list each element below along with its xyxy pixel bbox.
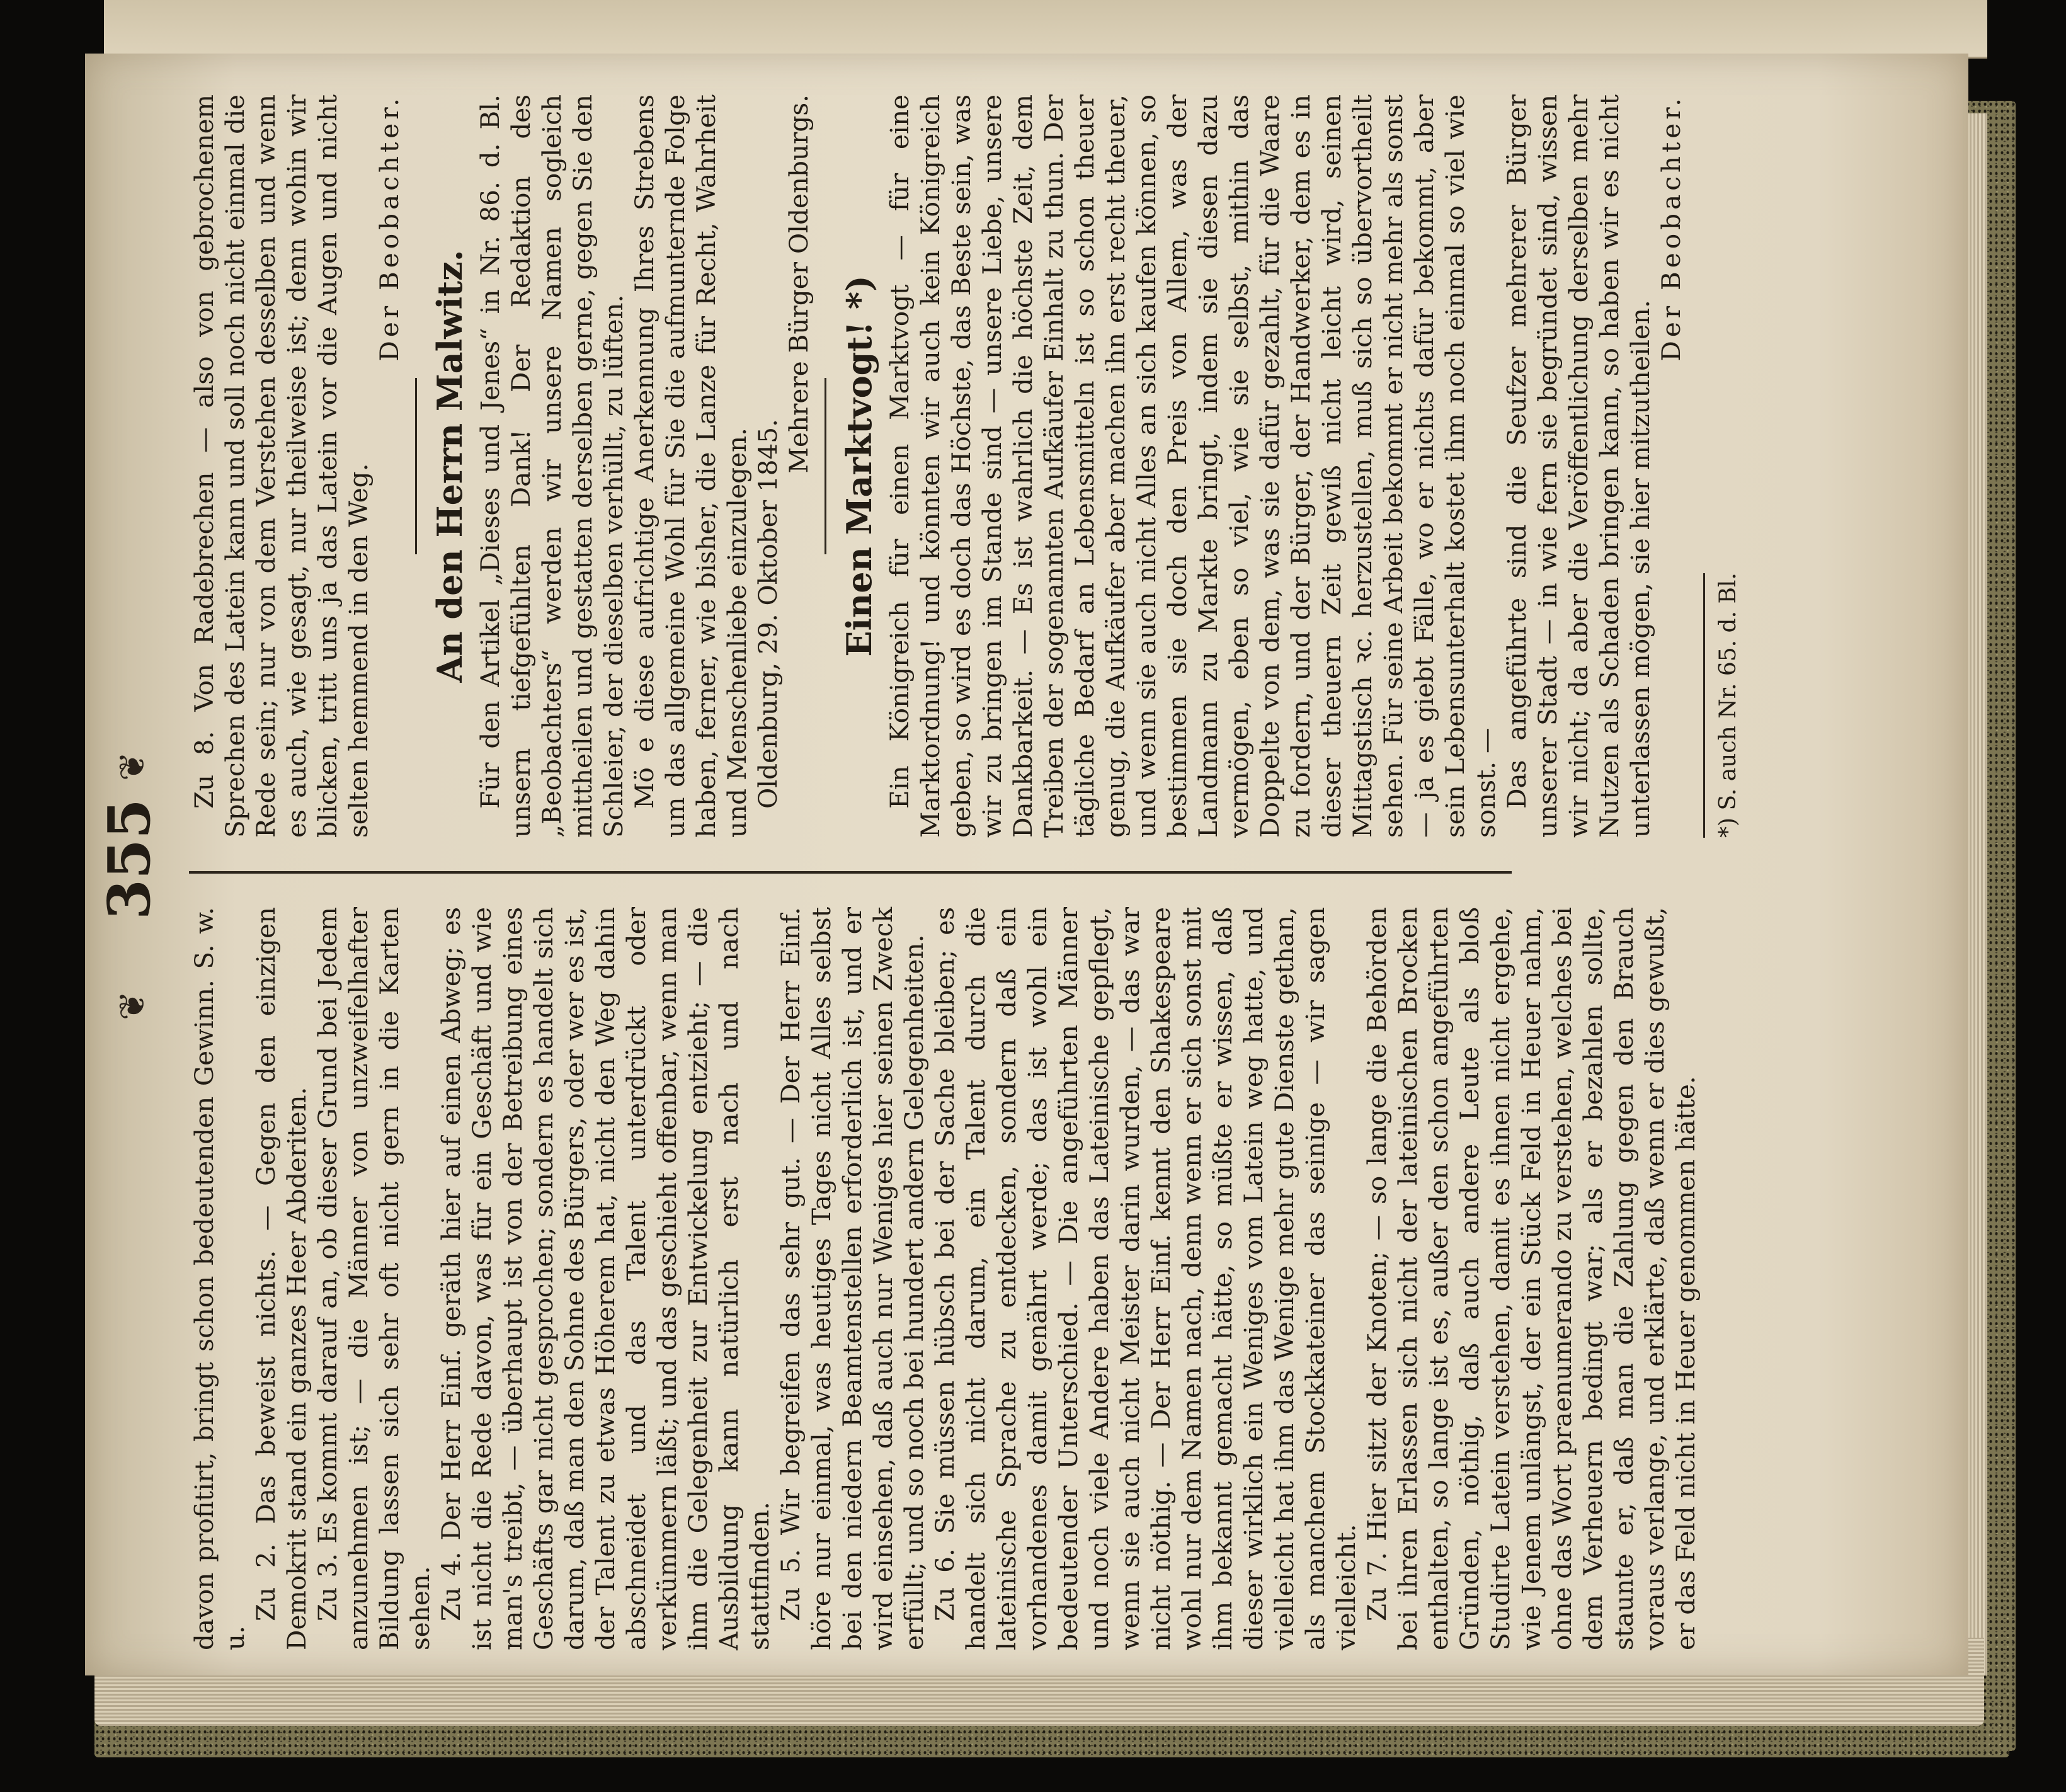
paragraph: Zu 6. Sie müssen hübsch bei der Sache bleiben; es handelt sich nicht darum, ein Talent durch die lateinische Sprache zu entdecken, sondern daß ein vorhandenes damit genährt werde; das ist wohl ein bedeutender Unterschied. — Die angeführten Männer und noch viele Andere haben das Lateinische gepflegt, wenn sie auch nicht Meister darin wurden, — das war nicht nöthig. — Der Herr Einf. kennt den Shakespeare wohl nur dem Namen nach, denn wenn er sich sonst mit ihm bekannt gemacht hätte, so müßte er wissen, daß dieser wirklich ein Weniges vom Latein weg hatte, und vielleicht hat ihm das Wenige mehr gute Dienste gethan, als manchem Stockkateiner das seinige — wir sagen vielleicht. xyxy=(930,907,1361,1650)
section-rule xyxy=(825,378,826,554)
paragraph: Zu 4. Der Herr Einf. geräth hier auf einen Abweg; es ist nicht die Rede davon, was für ein Geschäft und wie man's treibt, — überhaupt ist von der Betreibung eines Geschäfts gar nicht gesprochen; sondern es handelt sich darum, daß man den Sohne des Bürgers, oder wer es ist, der Talent zu etwas Höherem hat, nicht den Weg dahin abschneidet und das Talent unterdrückt oder verkümmern läßt; und das geschieht offenbar, wenn man ihm die Gelegenheit zur Entwickelung entzieht; — die Ausbildung kann natürlich erst nach und nach stattfinden. xyxy=(436,907,775,1650)
section-rule xyxy=(415,378,417,554)
footnote-rule xyxy=(1703,573,1705,838)
paragraph: Mö e diese aufrichtige Anerkennung Ihres Strebens um das allgemeine Wohl für Sie die aufmunternde Folge haben, ferner, wie bisher, die Lanze für Recht, Wahrheit und Menschenliebe einzulegen. xyxy=(629,94,752,838)
page-number: 355 xyxy=(95,798,163,920)
ornament-right-icon: ❦ xyxy=(112,751,153,781)
paragraph: Zu 5. Wir begreifen das sehr gut. — Der Herr Einf. höre nur einmal, was heutiges Tages nicht Alles selbst bei den niedern Beamtenstellen erforderlich ist, und er wird einsehen, daß auch nur Weniges hier seinen Zweck erfüllt; und so noch bei hundert andern Gelegenheiten. xyxy=(775,907,929,1650)
paragraph: Zu 3. Es kommt darauf an, ob dieser Grund bei Jedem anzunehmen ist; — die Männer von unzweifelhafter Bildung lassen sich sehr oft nicht gern in die Karten sehen. xyxy=(312,907,435,1650)
column-divider xyxy=(189,871,1512,874)
paragraph: Zu 2. Das beweist nichts. — Gegen den einzigen Demokrit stand ein ganzes Heer Abderiten. xyxy=(251,907,312,1650)
paragraph: Zu 8. Von Radebrechen — also von gebrochenem Sprechen des Latein kann und soll noch nicht einmal die Rede sein; nur von dem Verstehen desselben und wenn es auch, wie gesagt, nur theilweise ist; denn wohin wir blicken, tritt uns ja das Latein vor die Augen und nicht selten hemmend in den Weg. xyxy=(189,94,374,838)
signature: Der Beobachter. xyxy=(1656,94,1686,362)
facing-page-edge xyxy=(104,0,1987,59)
signers: Mehrere Bürger Oldenburgs. xyxy=(784,94,814,474)
article-headline: An den Herrn Malwitz. xyxy=(430,249,470,683)
footnote: *) S. auch Nr. 65. d. Bl. xyxy=(1715,573,1741,838)
paragraph: davon profitirt, bringt schon bedeutenden Gewinn. S. w. u. xyxy=(189,907,250,1650)
left-column xyxy=(189,907,1701,1650)
page-header xyxy=(94,94,170,1650)
right-column xyxy=(189,94,1741,838)
ornament-left-icon: ❦ xyxy=(112,991,153,1020)
paragraph: Zu 7. Hier sitzt der Knoten; — so lange die Behörden bei ihren Erlassen sich nicht der lateinischen Brocken enthalten, so lange ist es, außer den schon angeführten Gründen, nöthig, daß auch andere Leute als bloß Studirte Latein verstehen, damit es ihnen nicht ergehe, wie Jenem unlängst, der ein Stück Feld in Heuer nahm, ohne das Wort praenumerando zu verstehen, welches bei dem Verheuern bedingt war; als er bezahlen sollte, staunte er, daß man die Zahlung gegen den Brauch voraus verlange, und erklärte, daß wenn er dies gewußt, er das Feld nicht in Heuer genommen hätte. xyxy=(1362,907,1701,1650)
signature: Der Beobachter. xyxy=(374,94,404,362)
page-content-rotated xyxy=(94,94,1741,1650)
dateline: Oldenburg, 29. Oktober 1845. xyxy=(753,419,783,809)
paragraph: Ein Königreich für einen Marktvogt — für eine Marktordnung! und könnten wir auch kein Königreich geben, so wird es doch das Höchste, das Beste sein, was wir zu bringen im Stande sind — unsere Liebe, unsere Dankbarkeit. — Es ist wahrlich die höchste Zeit, dem Treiben der sogenannten Aufkäufer Einhalt zu thun. Der tägliche Bedarf an Lebensmitteln ist so schon theuer genug, die Aufkäufer aber machen ihn erst recht theuer, und wenn sie auch nicht Alles an sich kaufen können, so bestimmen sie doch den Preis von Allem, was der Landmann zu Markte bringt, indem sie diesen dazu vermögen, eben so viel, wie sie selbst, mithin das Doppelte von dem, was sie dafür gezahlt, für die Waare zu fordern, und der Bürger, der Handwerker, dem es in dieser theuern Zeit gewiß nicht leicht wird, seinen Mittagstisch ꝛc. herzustellen, muß sich so übervortheilt sehen. Für seine Arbeit bekommt er nicht mehr als sonst — ja es giebt Fälle, wo er nichts dafür bekommt, aber sein Lebensunterhalt kostet ihm noch einmal so viel wie sonst. — xyxy=(884,94,1501,838)
paragraph: Das angeführte sind die Seufzer mehrerer Bürger unserer Stadt — in wie fern sie begründet sind, wissen wir nicht; da aber die Veröffentlichung derselben mehr Nutzen als Schaden bringen kann, so haben wir es nicht unterlassen mögen, sie hier mitzutheilen. xyxy=(1502,94,1655,838)
paragraph: Für den Artikel „Dieses und Jenes“ in Nr. 86. d. Bl. unsern tiefgefühlten Dank! Der Redaktion des „Beobachters“ werden wir unsere Namen sogleich mittheilen und gestatten derselben gerne, gegen Sie den Schleier, der dieselben verhüllt, zu lüften. xyxy=(475,94,629,838)
article-headline: Einen Marktvogt! *) xyxy=(839,275,879,657)
